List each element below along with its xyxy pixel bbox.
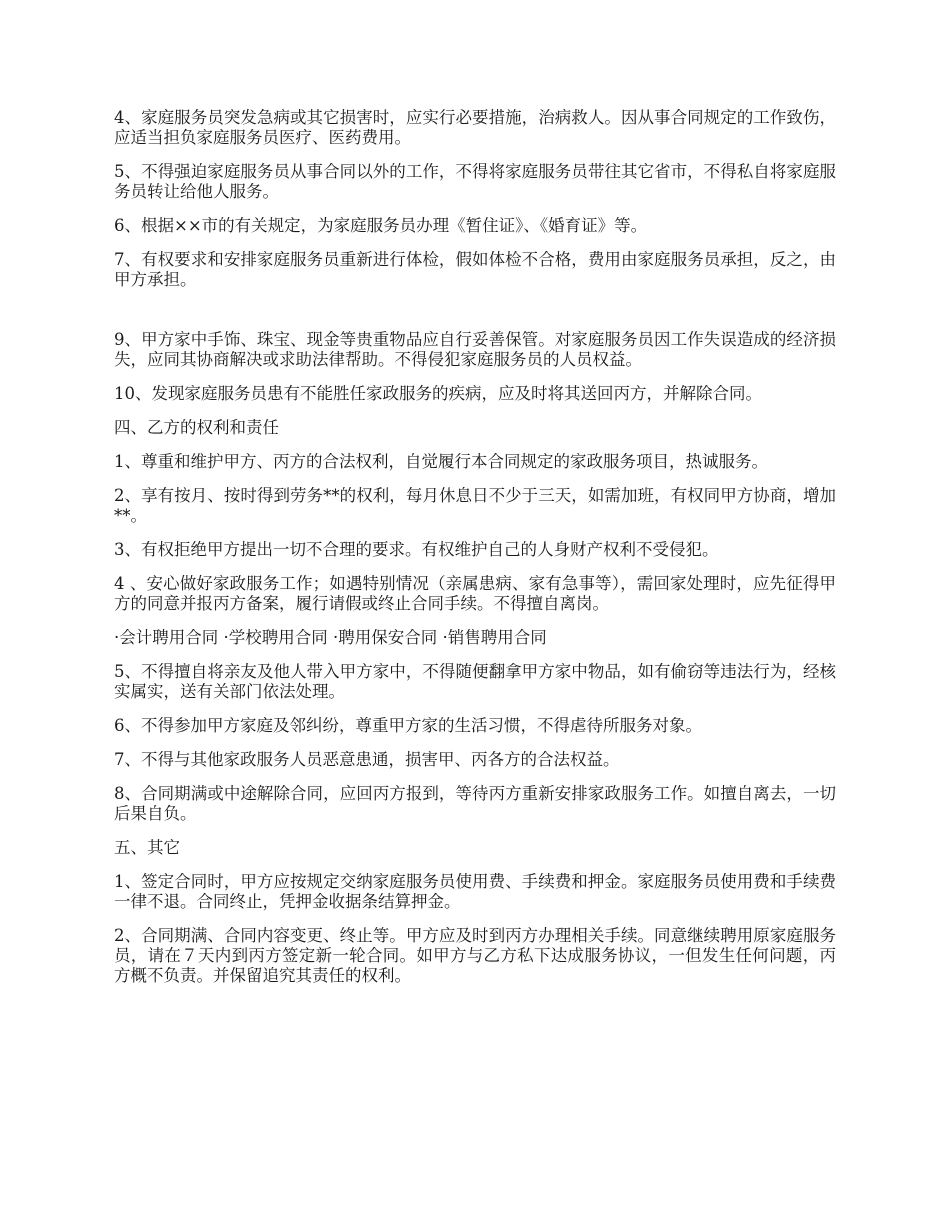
paragraph-b4-leave: 4 、安心做好家政服务工作；如遇特别情况（亲属患病、家有急事等），需回家处理时，应先征得甲方的同意并报丙方备案，履行请假或终止合同手续。不得擅自离岗。 — [114, 574, 836, 613]
related-links: ·会计聘用合同 ·学校聘用合同 ·聘用保安合同 ·销售聘用合同 — [114, 628, 547, 647]
paragraph-b7-collusion: 7、不得与其他家政服务人员恶意患通，损害甲、丙各方的合法权益。 — [114, 750, 620, 769]
paragraph-b8-termination: 8、合同期满或中途解除合同，应回丙方报到，等待丙方重新安排家政服务工作。如擅自离去，一切后果自负。 — [114, 784, 836, 823]
paragraph-b5-visitors: 5、不得擅自将亲友及他人带入甲方家中，不得随便翻拿甲方家中物品，如有偷窃等违法行为，经核实属实，送有关部门依法处理。 — [114, 662, 836, 701]
paragraph-b1-respect: 1、尊重和维护甲方、丙方的合法权利，自觉履行本合同规定的家政服务项目，热诚服务。 — [114, 452, 768, 471]
section-heading-other: 五、其它 — [114, 838, 180, 857]
paragraph-9-valuables: 9、甲方家中手饰、珠宝、现金等贵重物品应自行妥善保管。对家庭服务员因工作失误造成的经济损失，应同其协商解决或求助法律帮助。不得侵犯家庭服务员的人员权益。 — [114, 330, 836, 369]
paragraph-6-permits: 6、根据××市的有关规定，为家庭服务员办理《暂住证》、《婚育证》等。 — [114, 216, 648, 235]
paragraph-o2-renewal: 2、合同期满、合同内容变更、终止等。甲方应及时到丙方办理相关手续。同意继续聘用原家庭服务员，请在７天内到丙方签定新一轮合同。如甲方与乙方私下达成服务协议，一但发生任何问题，丙方概不负责。并保留追究其责任的权利。 — [114, 926, 836, 985]
paragraph-7-health-check: 7、有权要求和安排家庭服务员重新进行体检，假如体检不合格，费用由家庭服务员承担，反之，由甲方承担。 — [114, 250, 836, 289]
section-heading-party-b-rights: 四、乙方的权利和责任 — [114, 418, 279, 437]
document-body — [114, 108, 836, 1000]
paragraph-10-illness: 10、发现家庭服务员患有不能胜任家政服务的疾病，应及时将其送回丙方，并解除合同。 — [114, 384, 762, 403]
paragraph-b2-pay: 2、享有按月、按时得到劳务**的权利，每月休息日不少于三天，如需加班，有权同甲方协商，增加**。 — [114, 486, 836, 525]
paragraph-5-no-extra-work: 5、不得强迫家庭服务员从事合同以外的工作，不得将家庭服务员带往其它省市，不得私自将家庭服务员转让给他人服务。 — [114, 162, 836, 201]
paragraph-b3-refuse: 3、有权拒绝甲方提出一切不合理的要求。有权维护自己的人身财产权利不受侵犯。 — [114, 540, 719, 559]
paragraph-o1-fees: 1、签定合同时，甲方应按规定交纳家庭服务员使用费、手续费和押金。家庭服务员使用费和手续费一律不退。合同终止，凭押金收据条结算押金。 — [114, 872, 836, 911]
paragraph-4-emergency-care: 4、家庭服务员突发急病或其它损害时，应实行必要措施，治病救人。因从事合同规定的工作致伤，应适当担负家庭服务员医疗、医药费用。 — [114, 108, 836, 147]
paragraph-b6-disputes: 6、不得参加甲方家庭及邻纠纷，尊重甲方家的生活习惯，不得虐待所服务对象。 — [114, 716, 702, 735]
